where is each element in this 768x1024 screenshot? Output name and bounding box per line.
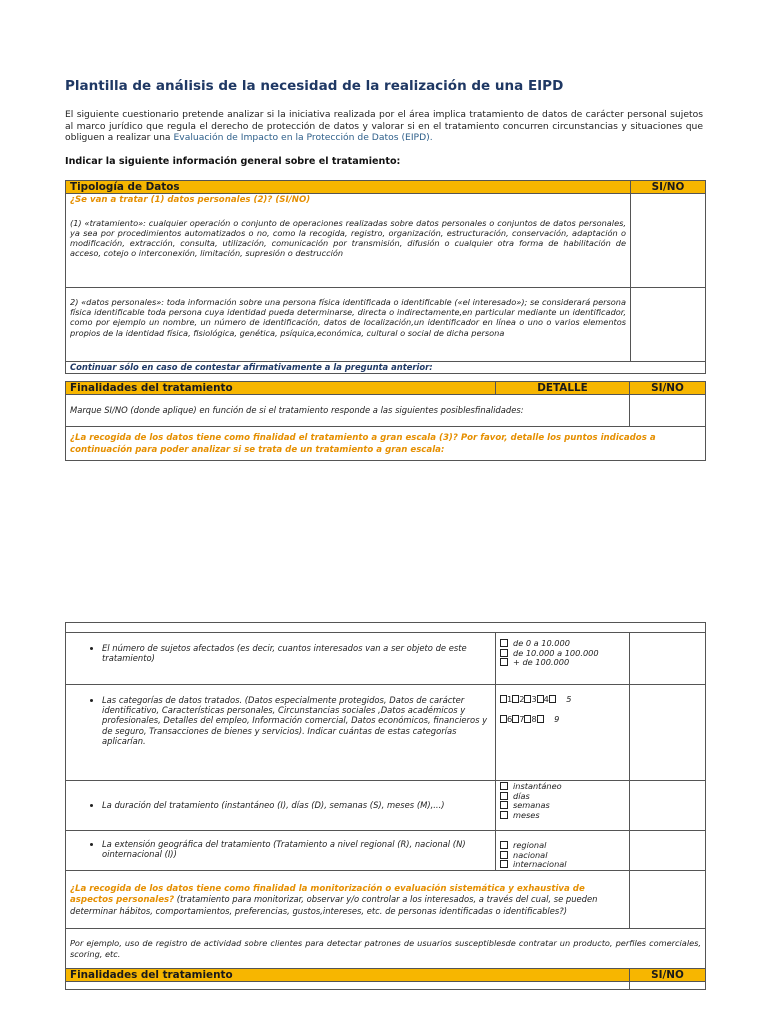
categories-row-1[interactable]: 1 2 3 4 5 (500, 695, 625, 705)
instruction-cell (66, 395, 630, 427)
treatment-definition-cell (66, 218, 631, 288)
treatment-definition: (1) «tratamiento»: cualquier operación o conjunto de operaciones realizadas sobre datos personales o conjuntos de datos personales, ya sea por procedimientos automatizados o no, como la recogida, registro, organización, estructuración, conservación, adaptación o modificación, extracción, consulta, utilización, comunicación por transmisión, difusión o cualquier otra forma de habilitación de acceso, cotejo o interconexión, limitación, supresión o destrucción (70, 217, 626, 259)
checkbox-icon[interactable] (500, 658, 508, 666)
subjects-option-1[interactable]: de 0 a 10.000 (500, 639, 625, 649)
checkbox-icon[interactable] (500, 649, 508, 657)
geo-option-2[interactable]: nacional (500, 851, 625, 861)
checkbox-icon[interactable] (500, 841, 508, 849)
subjects-option-3[interactable]: + de 100.000 (500, 658, 625, 668)
sino-header: SI/NO (631, 181, 706, 194)
monitor-cell (66, 871, 630, 929)
page-title: Plantilla de análisis de la necesidad de la realización de una EIPD (65, 78, 564, 94)
geo-option-1[interactable]: regional (500, 841, 625, 851)
checkbox-icon[interactable] (500, 792, 508, 800)
example-cell (66, 929, 706, 969)
data-typology-table (65, 180, 706, 374)
categories-options (496, 685, 630, 781)
example-text: Por ejemplo, uso de registro de actividad sobre clientes para detectar patrones de usuarios susceptiblesde contratar un producto, perfiles comerciales, scoring, etc. (70, 938, 701, 959)
large-scale-question: ¿La recogida de los datos tiene como finalidad el tratamiento a gran escala (3)? Por favor, detalle los puntos indicados a continuación para poder analizar si se trata de un tratamiento a gran escala: (70, 433, 656, 455)
geo-cell (66, 831, 496, 871)
bottom-answer-cell[interactable] (630, 982, 706, 990)
checkbox-icon[interactable] (549, 695, 556, 703)
checkbox-icon[interactable] (500, 851, 508, 859)
geo-item: • La extensión geográfica del tratamiento (Tratamiento a nivel regional (R), nacional (N) ointernacional (I)) (102, 839, 491, 859)
categories-item: • Las categorías de datos tratados. (Datos especialmente protegidos, Datos de carácter identificativo, Características personales, Circunstancias sociales ,Datos académicos y profesionales, Detalles del empleo, Información comercial, Datos económicos, financieros y de seguro, Transacciones de bienes y servicios). Indicar cuántas de estas categorías aplicarían. (102, 695, 491, 746)
duration-option-1[interactable]: instantáneo (500, 782, 625, 792)
geo-options (496, 831, 630, 871)
eipd-link[interactable]: Evaluación de Impacto en la Protección de Datos (EIPD). (173, 132, 433, 144)
geo-option-3[interactable]: internacional (500, 860, 625, 870)
large-scale-details-table (65, 622, 706, 990)
checkbox-icon[interactable] (500, 801, 508, 809)
checkbox-icon[interactable] (537, 715, 544, 723)
monitor-detail: (tratamiento para monitorizar, observar y/o controlar a los interesados, a través del cual, se pueden determinar hábitos, comportamientos, preferencias, gustos,intereses, etc. de personas identificadas o identificables?) (70, 894, 598, 916)
duration-cell (66, 781, 496, 831)
definition-answer-cell[interactable] (631, 288, 706, 362)
checkbox-icon[interactable] (537, 695, 544, 703)
categories-answer-cell[interactable] (630, 685, 706, 781)
categories-cell (66, 685, 496, 781)
subjects-answer-cell[interactable] (630, 633, 706, 685)
duration-options (496, 781, 630, 831)
purposes-table (65, 381, 706, 461)
duration-answer-cell[interactable] (630, 781, 706, 831)
monitor-question: ¿La recogida de los datos tiene como finalidad la monitorización o evaluación sistemática y exhaustiva de aspectos personales? (70, 884, 585, 906)
sino-header-2: SI/NO (630, 382, 706, 395)
personal-data-answer-cell[interactable] (631, 194, 706, 288)
checkbox-icon[interactable] (500, 715, 507, 723)
subjects-options (496, 633, 630, 685)
categories-row-2[interactable]: 6 7 8 9 (500, 715, 625, 725)
personal-data-definition-cell (66, 288, 631, 362)
checkbox-icon[interactable] (500, 639, 508, 647)
subjects-cell (66, 633, 496, 685)
top-empty-row (66, 623, 706, 633)
duration-option-2[interactable]: días (500, 792, 625, 802)
subjects-item: • El número de sujetos afectados (es decir, cuantos interesados van a ser objeto de este tratamiento) (102, 643, 491, 663)
bottom-empty-cell (66, 982, 630, 990)
typology-header: Tipología de Datos (66, 181, 631, 194)
checkbox-icon[interactable] (500, 695, 507, 703)
sino-footer-header: SI/NO (630, 969, 706, 982)
continue-note-cell (66, 362, 706, 374)
checkbox-icon[interactable] (500, 860, 508, 868)
personal-data-definition: 2) «datos personales»: toda información sobre una persona física identificada o identificable («el interesado»); se considerará persona física identificable toda persona cuya identidad pueda determinarse, directa o indirectamente,en particular mediante un identificador, como por ejemplo un nombre, un número de identificación, datos de localización,un identificador en línea o uno o varios elementos propios de la identidad física, fisiológica, genética, psíquica,económica, cultural o social de dicha persona (70, 297, 626, 338)
instruction-text: Marque SI/NO (donde aplique) en función de si el tratamiento responde a las siguientes posiblesfinalidades: (70, 405, 524, 416)
intro-paragraph (65, 109, 703, 144)
intro-text: El siguiente cuestionario pretende analizar si la iniciativa realizada por el área implica tratamiento de datos de carácter personal sujetos al marco jurídico que regula el derecho de protección de datos y valorar si en el tratamiento concurren circunstancias y situaciones que obliguen a realizar una (65, 109, 703, 144)
purposes-footer-header: Finalidades del tratamiento (66, 969, 630, 982)
checkbox-icon[interactable] (500, 811, 508, 819)
duration-item: • La duración del tratamiento (instantáneo (I), días (D), semanas (S), meses (M),...) (102, 800, 491, 810)
continue-note: Continuar sólo en caso de contestar afirmativamente a la pregunta anterior: (70, 362, 433, 372)
purposes-header: Finalidades del tratamiento (66, 382, 496, 395)
monitor-answer-cell[interactable] (630, 871, 706, 929)
subjects-option-2[interactable]: de 10.000 a 100.000 (500, 649, 625, 659)
checkbox-icon[interactable] (500, 782, 508, 790)
general-info-heading: Indicar la siguiente información general sobre el tratamiento: (65, 156, 401, 167)
duration-option-4[interactable]: meses (500, 811, 625, 821)
duration-option-3[interactable]: semanas (500, 801, 625, 811)
large-scale-question-cell (66, 427, 706, 461)
personal-data-question-cell (66, 194, 631, 218)
geo-answer-cell[interactable] (630, 831, 706, 871)
personal-data-question: ¿Se van a tratar (1) datos personales (2)? (SI/NO) (70, 195, 311, 205)
detail-header: DETALLE (496, 382, 630, 395)
instruction-answer-cell[interactable] (630, 395, 706, 427)
